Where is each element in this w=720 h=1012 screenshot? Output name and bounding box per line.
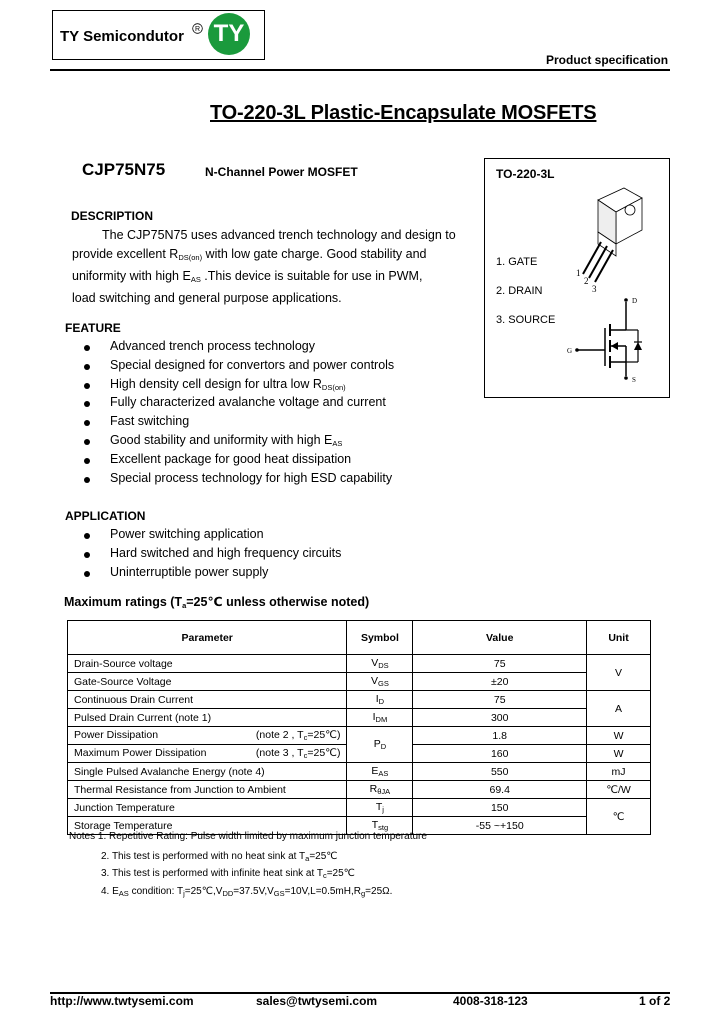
footer-website-link[interactable]: http://www.twtysemi.com bbox=[50, 994, 194, 1008]
header-unit: Unit bbox=[587, 621, 651, 655]
application-heading: APPLICATION bbox=[65, 509, 146, 523]
list-item: High density cell design for ultra low $R_{DS(on)}$ bbox=[82, 377, 394, 396]
table-row: Continuous Drain Current $I_D$ 75 A bbox=[68, 691, 651, 709]
logo-icon: TY bbox=[208, 13, 250, 55]
pin-number-1: 1 bbox=[576, 268, 581, 278]
footer-phone: 4008-318-123 bbox=[453, 994, 528, 1008]
table-row: Storage Temperature $T_{stg}$ -55 ~+150 bbox=[68, 817, 651, 835]
part-description: N-Channel Power MOSFET bbox=[205, 165, 358, 179]
description-heading: DESCRIPTION bbox=[71, 209, 154, 223]
package-drawing bbox=[570, 186, 650, 298]
header-symbol: Symbol bbox=[347, 621, 413, 655]
table-header-row bbox=[68, 621, 651, 655]
header-parameter: Parameter bbox=[68, 621, 347, 655]
document-title: TO-220-3L Plastic-Encapsulate MOSFETS bbox=[210, 102, 597, 124]
table-row: Junction Temperature $T_j$ 150 ℃ bbox=[68, 799, 651, 817]
list-item: Hard switched and high frequency circuits bbox=[82, 546, 341, 565]
table-row: Single Pulsed Avalanche Energy (note 4) $E_{AS}$ 550 mJ bbox=[68, 763, 651, 781]
ratings-heading: Maximum ratings ($T_a=25℃$ unless otherwise noted) bbox=[64, 595, 370, 610]
product-specification-label: Product specification bbox=[546, 53, 669, 67]
pin-drain: 2. DRAIN bbox=[496, 285, 543, 297]
note-2: 2. This test is performed with no heat sink at $T_a=25℃$ bbox=[101, 851, 338, 863]
table-row: Pulsed Drain Current (note 1) $I_{DM}$ 300 bbox=[68, 709, 651, 727]
pin-source: 3. SOURCE bbox=[496, 314, 556, 326]
list-item: Fully characterized avalanche voltage and current bbox=[82, 395, 394, 414]
source-label: S bbox=[632, 376, 636, 384]
table-row: Gate-Source Voltage $V_{GS}$ ±20 bbox=[68, 673, 651, 691]
note-4: 4. $E_{AS}$ condition: $T_j=25℃,V_{DD}=37.5V,V_{GS}=10V,L=0.5mH,R_g=25\Omega$. bbox=[101, 886, 393, 898]
list-item: Power switching application bbox=[82, 527, 341, 546]
table-row: Maximum Power Dissipation (note 3 , $T_c=25℃$) 160 W bbox=[68, 745, 651, 763]
table-row: Power Dissipation (note 2 , $T_c=25℃$) $P_D$ 1.8 W bbox=[68, 727, 651, 745]
application-list bbox=[82, 527, 341, 583]
header-rule bbox=[50, 69, 670, 71]
feature-heading: FEATURE bbox=[65, 321, 121, 335]
table-row: Thermal Resistance from Junction to Ambient $R_{\theta JA}$ 69.4 ℃/W bbox=[68, 781, 651, 799]
description-text: The CJP75N75 uses advanced trench technology and design to provide excellent $R_{DS(on)}$ with low gate charge. Good stability and uniformity with high $E_{AS}$ .This device is suitable for use in PWM, load switching and general purpose applications. bbox=[72, 228, 456, 305]
mosfet-schematic-icon bbox=[564, 292, 664, 386]
ratings-table bbox=[67, 620, 651, 835]
table-row: Drain-Source voltage $V_{DS}$ 75 V bbox=[68, 655, 651, 673]
registered-mark bbox=[192, 23, 203, 36]
svg-text:R: R bbox=[194, 26, 201, 33]
footer-page-number: 1 of 2 bbox=[639, 994, 671, 1008]
list-item: Uninterruptible power supply bbox=[82, 565, 341, 584]
list-item: Special designed for convertors and power controls bbox=[82, 358, 394, 377]
note-1: Notes 1. Repetitive Rating: Pulse width limited by maximum junction temperature bbox=[69, 831, 427, 842]
pin-number-3: 3 bbox=[592, 284, 597, 294]
pin-number-2: 2 bbox=[584, 276, 589, 286]
pin-gate: 1. GATE bbox=[496, 256, 538, 268]
list-item: Fast switching bbox=[82, 414, 394, 433]
package-title: TO-220-3L bbox=[496, 167, 555, 181]
list-item: Special process technology for high ESD capability bbox=[82, 471, 394, 490]
feature-list bbox=[82, 339, 394, 489]
company-name: TY Semicondutor bbox=[60, 28, 184, 45]
part-number: CJP75N75 bbox=[82, 160, 166, 179]
footer-email-link[interactable]: sales@twtysemi.com bbox=[256, 994, 378, 1008]
gate-label: G bbox=[567, 347, 573, 355]
note-3: 3. This test is performed with infinite heat sink at $T_c=25℃$ bbox=[101, 868, 355, 880]
drain-label: D bbox=[632, 297, 638, 305]
list-item: Excellent package for good heat dissipation bbox=[82, 452, 394, 471]
list-item: Advanced trench process technology bbox=[82, 339, 394, 358]
list-item: Good stability and uniformity with high $E_{AS}$ bbox=[82, 433, 394, 452]
header-value: Value bbox=[413, 621, 587, 655]
